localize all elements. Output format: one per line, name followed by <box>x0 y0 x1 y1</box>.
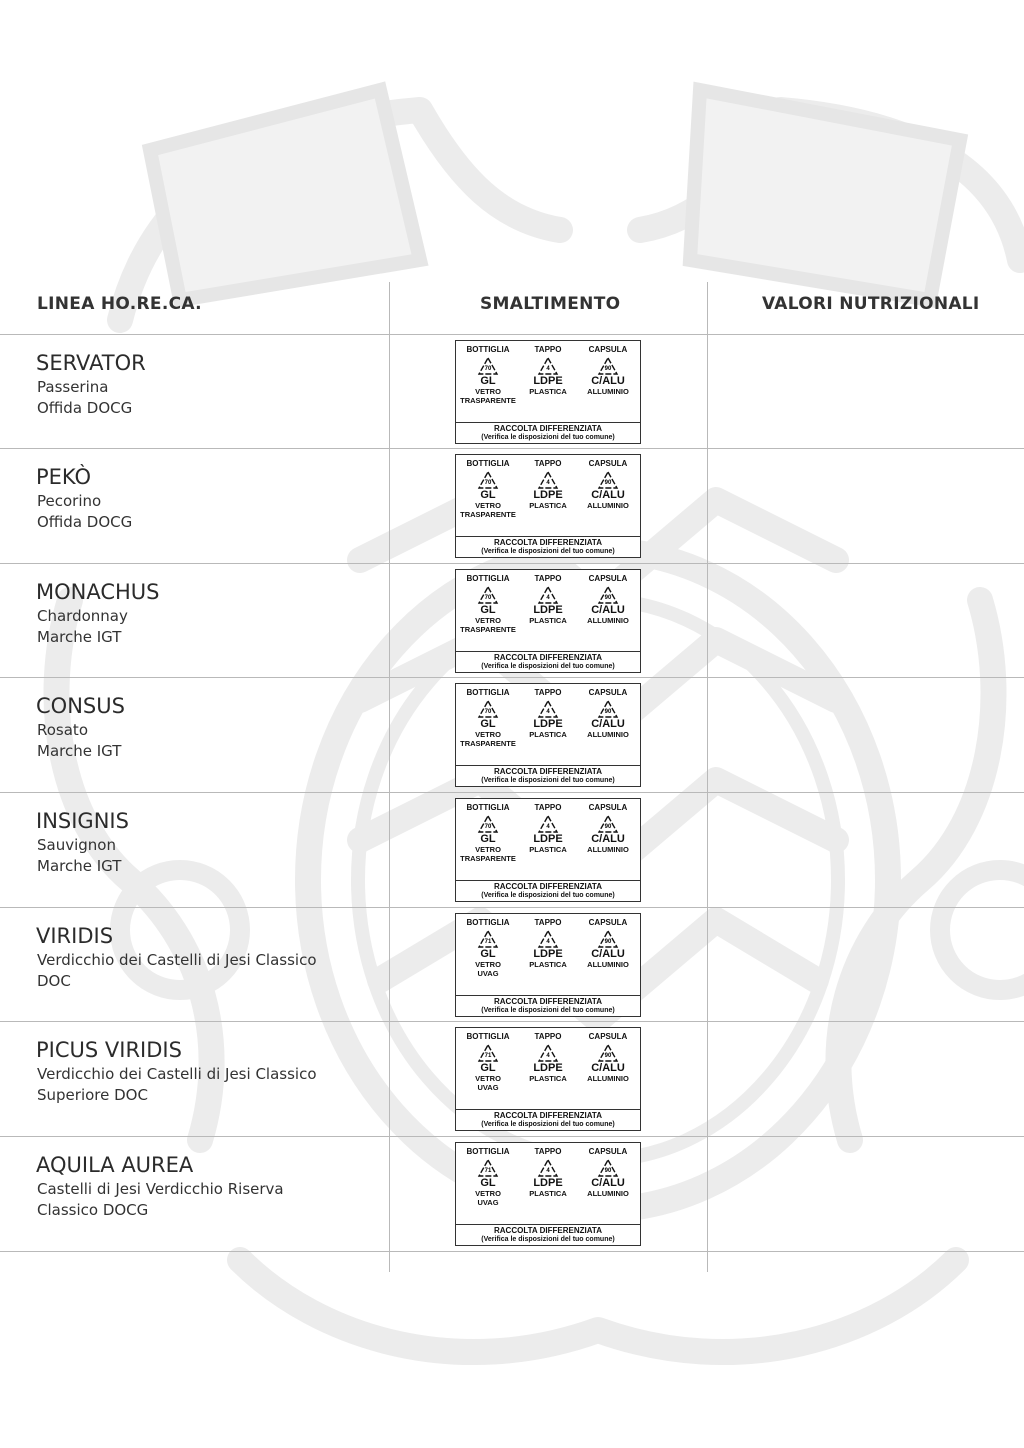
disposal-label <box>455 454 641 558</box>
capsule-title: CAPSULA <box>588 1032 628 1041</box>
wine-denomination: DOC <box>37 972 71 990</box>
recycle-icon <box>537 1158 559 1178</box>
footer-line-2: (Verifica le disposizioni del tuo comune) <box>481 663 615 670</box>
disposal-footer <box>456 995 640 1016</box>
wine-name: MONACHUS <box>36 580 160 604</box>
cap-title: TAPPO <box>534 574 562 583</box>
footer-line-2: (Verifica le disposizioni del tuo comune) <box>481 1121 615 1128</box>
cap-code: LDPE <box>533 718 563 730</box>
bottle-number: 70 <box>484 824 492 830</box>
capsule-code: C/ALU <box>591 604 625 616</box>
wine-denomination: Offida DOCG <box>37 399 133 417</box>
wine-name: INSIGNIS <box>36 809 129 833</box>
cap-title: TAPPO <box>534 345 562 354</box>
cap-number: 4 <box>546 939 550 945</box>
bottle-disposal <box>458 459 518 519</box>
capsule-material: ALLUMINIO <box>587 501 629 510</box>
cap-code: LDPE <box>533 1177 563 1189</box>
bottle-code: GL <box>480 604 496 616</box>
bottle-disposal <box>458 574 518 634</box>
footer-line-1: RACCOLTA DIFFERENZIATA <box>494 424 602 433</box>
capsule-title: CAPSULA <box>588 688 628 697</box>
bottle-number: 70 <box>484 366 492 372</box>
cap-material: PLASTICA <box>529 616 567 625</box>
bottle-title: BOTTIGLIA <box>466 345 510 354</box>
disposal-label <box>455 1027 641 1131</box>
cap-number: 4 <box>546 709 550 715</box>
disposal-footer <box>456 880 640 901</box>
wine-row <box>0 1137 1024 1251</box>
bottle-title: BOTTIGLIA <box>466 459 510 468</box>
capsule-code: C/ALU <box>591 489 625 501</box>
bottle-title: BOTTIGLIA <box>466 688 510 697</box>
cap-code: LDPE <box>533 833 563 845</box>
cap-number: 4 <box>546 366 550 372</box>
bottle-code: GL <box>480 1062 496 1074</box>
capsule-number: 90 <box>604 939 612 945</box>
recycle-icon <box>597 814 619 834</box>
footer-line-2: (Verifica le disposizioni del tuo comune) <box>481 777 615 784</box>
footer-line-1: RACCOLTA DIFFERENZIATA <box>494 653 602 662</box>
bottle-disposal <box>458 918 518 978</box>
capsule-material: ALLUMINIO <box>587 960 629 969</box>
disposal-footer <box>456 1224 640 1245</box>
capsule-number: 90 <box>604 1053 612 1059</box>
cap-code: LDPE <box>533 375 563 387</box>
footer-line-2: (Verifica le disposizioni del tuo comune) <box>481 892 615 899</box>
capsule-number: 90 <box>604 1168 612 1174</box>
capsule-number: 90 <box>604 824 612 830</box>
capsule-material: ALLUMINIO <box>587 1189 629 1198</box>
capsule-code: C/ALU <box>591 718 625 730</box>
wine-variety: Verdicchio dei Castelli di Jesi Classico <box>37 1065 317 1083</box>
recycle-icon <box>537 585 559 605</box>
wine-variety: Verdicchio dei Castelli di Jesi Classico <box>37 951 317 969</box>
bottle-disposal <box>458 1032 518 1092</box>
cap-title: TAPPO <box>534 1032 562 1041</box>
bottle-material-2: UVAG <box>477 1083 499 1092</box>
recycle-icon <box>597 929 619 949</box>
capsule-disposal <box>578 574 638 625</box>
bottle-code: GL <box>480 833 496 845</box>
bottle-code: GL <box>480 489 496 501</box>
bottle-title: BOTTIGLIA <box>466 803 510 812</box>
wine-denomination: Marche IGT <box>37 857 122 875</box>
cap-code: LDPE <box>533 1062 563 1074</box>
capsule-title: CAPSULA <box>588 803 628 812</box>
recycle-icon <box>537 1043 559 1063</box>
wine-row <box>0 564 1024 678</box>
cap-number: 4 <box>546 480 550 486</box>
wine-row <box>0 793 1024 907</box>
wine-name: AQUILA AUREA <box>36 1153 194 1177</box>
footer-line-2: (Verifica le disposizioni del tuo comune) <box>481 1236 615 1243</box>
cap-disposal <box>518 345 578 396</box>
bottle-number: 70 <box>484 595 492 601</box>
wine-name: SERVATOR <box>36 351 146 375</box>
capsule-disposal <box>578 918 638 969</box>
bottle-disposal <box>458 345 518 405</box>
bottle-code: GL <box>480 1177 496 1189</box>
header-valori-nutrizionali: VALORI NUTRIZIONALI <box>762 294 980 314</box>
recycle-icon <box>537 356 559 376</box>
wine-denomination: Marche IGT <box>37 628 122 646</box>
bottle-material-2: TRASPARENTE <box>460 854 516 863</box>
capsule-title: CAPSULA <box>588 918 628 927</box>
wine-variety: Pecorino <box>37 492 102 510</box>
cap-number: 4 <box>546 1053 550 1059</box>
bottle-title: BOTTIGLIA <box>466 918 510 927</box>
bottle-material-1: VETRO <box>475 960 501 969</box>
recycle-icon <box>537 814 559 834</box>
footer-line-1: RACCOLTA DIFFERENZIATA <box>494 767 602 776</box>
bottle-material-2: UVAG <box>477 969 499 978</box>
wine-name: CONSUS <box>36 694 125 718</box>
bottle-material-1: VETRO <box>475 845 501 854</box>
cap-number: 4 <box>546 595 550 601</box>
footer-line-1: RACCOLTA DIFFERENZIATA <box>494 1226 602 1235</box>
disposal-footer <box>456 765 640 786</box>
cap-title: TAPPO <box>534 459 562 468</box>
cap-code: LDPE <box>533 948 563 960</box>
bottle-material-1: VETRO <box>475 616 501 625</box>
recycle-icon <box>477 814 499 834</box>
disposal-label <box>455 683 641 787</box>
footer-line-2: (Verifica le disposizioni del tuo comune) <box>481 1007 615 1014</box>
recycle-icon <box>537 470 559 490</box>
capsule-disposal <box>578 1032 638 1083</box>
cap-material: PLASTICA <box>529 387 567 396</box>
capsule-material: ALLUMINIO <box>587 616 629 625</box>
capsule-code: C/ALU <box>591 1062 625 1074</box>
wine-row <box>0 908 1024 1022</box>
footer-line-1: RACCOLTA DIFFERENZIATA <box>494 538 602 547</box>
disposal-label <box>455 798 641 902</box>
capsule-title: CAPSULA <box>588 574 628 583</box>
capsule-disposal <box>578 803 638 854</box>
recycle-icon <box>597 1158 619 1178</box>
disposal-label <box>455 340 641 444</box>
disposal-label <box>455 913 641 1017</box>
recycle-icon <box>477 356 499 376</box>
bottle-material-1: VETRO <box>475 501 501 510</box>
cap-disposal <box>518 918 578 969</box>
wine-row <box>0 678 1024 792</box>
disposal-footer <box>456 651 640 672</box>
cap-material: PLASTICA <box>529 501 567 510</box>
capsule-number: 90 <box>604 366 612 372</box>
capsule-material: ALLUMINIO <box>587 1074 629 1083</box>
cap-disposal <box>518 1032 578 1083</box>
bottle-number: 70 <box>484 709 492 715</box>
row-divider <box>0 1251 1024 1252</box>
recycle-icon <box>597 470 619 490</box>
wine-name: PEKÒ <box>36 465 92 489</box>
footer-line-2: (Verifica le disposizioni del tuo comune) <box>481 434 615 441</box>
capsule-material: ALLUMINIO <box>587 730 629 739</box>
recycle-icon <box>477 585 499 605</box>
capsule-code: C/ALU <box>591 948 625 960</box>
disposal-label <box>455 569 641 673</box>
wine-row <box>0 335 1024 449</box>
capsule-disposal <box>578 459 638 510</box>
cap-title: TAPPO <box>534 1147 562 1156</box>
cap-material: PLASTICA <box>529 845 567 854</box>
bottle-material-2: UVAG <box>477 1198 499 1207</box>
bottle-code: GL <box>480 718 496 730</box>
cap-material: PLASTICA <box>529 730 567 739</box>
capsule-title: CAPSULA <box>588 459 628 468</box>
disposal-label <box>455 1142 641 1246</box>
recycle-icon <box>597 585 619 605</box>
capsule-number: 90 <box>604 709 612 715</box>
bottle-material-2: TRASPARENTE <box>460 396 516 405</box>
cap-disposal <box>518 574 578 625</box>
bottle-title: BOTTIGLIA <box>466 1147 510 1156</box>
capsule-number: 90 <box>604 480 612 486</box>
cap-title: TAPPO <box>534 918 562 927</box>
cap-disposal <box>518 1147 578 1198</box>
capsule-title: CAPSULA <box>588 1147 628 1156</box>
bottle-disposal <box>458 1147 518 1207</box>
recycle-icon <box>477 699 499 719</box>
cap-material: PLASTICA <box>529 960 567 969</box>
wine-name: PICUS VIRIDIS <box>36 1038 182 1062</box>
bottle-disposal <box>458 688 518 748</box>
wine-variety: Castelli di Jesi Verdicchio Riserva <box>37 1180 284 1198</box>
cap-number: 4 <box>546 824 550 830</box>
footer-line-1: RACCOLTA DIFFERENZIATA <box>494 1111 602 1120</box>
wine-name: VIRIDIS <box>36 924 114 948</box>
bottle-number: 70 <box>484 480 492 486</box>
bottle-disposal <box>458 803 518 863</box>
disposal-footer <box>456 536 640 557</box>
recycle-icon <box>537 929 559 949</box>
bottle-number: 71 <box>484 939 492 945</box>
wine-variety: Sauvignon <box>37 836 116 854</box>
bottle-material-2: TRASPARENTE <box>460 510 516 519</box>
cap-disposal <box>518 688 578 739</box>
cap-code: LDPE <box>533 489 563 501</box>
wine-denomination: Offida DOCG <box>37 513 133 531</box>
wine-row <box>0 1022 1024 1136</box>
capsule-title: CAPSULA <box>588 345 628 354</box>
capsule-disposal <box>578 345 638 396</box>
capsule-code: C/ALU <box>591 1177 625 1189</box>
bottle-material-1: VETRO <box>475 730 501 739</box>
bottle-title: BOTTIGLIA <box>466 1032 510 1041</box>
capsule-code: C/ALU <box>591 833 625 845</box>
cap-disposal <box>518 459 578 510</box>
cap-code: LDPE <box>533 604 563 616</box>
recycle-icon <box>477 1158 499 1178</box>
bottle-title: BOTTIGLIA <box>466 574 510 583</box>
cap-material: PLASTICA <box>529 1074 567 1083</box>
wine-denomination: Classico DOCG <box>37 1201 149 1219</box>
capsule-number: 90 <box>604 595 612 601</box>
recycle-icon <box>597 356 619 376</box>
disposal-footer <box>456 1109 640 1130</box>
disposal-footer <box>456 422 640 443</box>
capsule-material: ALLUMINIO <box>587 845 629 854</box>
recycle-icon <box>477 470 499 490</box>
wine-denomination: Marche IGT <box>37 742 122 760</box>
bottle-material-1: VETRO <box>475 387 501 396</box>
capsule-code: C/ALU <box>591 375 625 387</box>
bottle-number: 71 <box>484 1168 492 1174</box>
recycle-icon <box>597 1043 619 1063</box>
cap-title: TAPPO <box>534 803 562 812</box>
recycle-icon <box>477 1043 499 1063</box>
recycle-icon <box>537 699 559 719</box>
cap-material: PLASTICA <box>529 1189 567 1198</box>
capsule-disposal <box>578 1147 638 1198</box>
bottle-material-2: TRASPARENTE <box>460 625 516 634</box>
footer-line-1: RACCOLTA DIFFERENZIATA <box>494 997 602 1006</box>
wine-denomination: Superiore DOC <box>37 1086 148 1104</box>
recycle-icon <box>477 929 499 949</box>
bottle-material-2: TRASPARENTE <box>460 739 516 748</box>
cap-disposal <box>518 803 578 854</box>
wine-variety: Chardonnay <box>37 607 128 625</box>
bottle-material-1: VETRO <box>475 1074 501 1083</box>
recycle-icon <box>597 699 619 719</box>
bottle-code: GL <box>480 375 496 387</box>
header-linea: LINEA HO.RE.CA. <box>37 294 202 314</box>
header-smaltimento: SMALTIMENTO <box>480 294 621 314</box>
cap-number: 4 <box>546 1168 550 1174</box>
wine-variety: Rosato <box>37 721 88 739</box>
wine-row <box>0 449 1024 563</box>
bottle-number: 71 <box>484 1053 492 1059</box>
capsule-material: ALLUMINIO <box>587 387 629 396</box>
wine-variety: Passerina <box>37 378 109 396</box>
bottle-code: GL <box>480 948 496 960</box>
bottle-material-1: VETRO <box>475 1189 501 1198</box>
capsule-disposal <box>578 688 638 739</box>
cap-title: TAPPO <box>534 688 562 697</box>
footer-line-2: (Verifica le disposizioni del tuo comune) <box>481 548 615 555</box>
footer-line-1: RACCOLTA DIFFERENZIATA <box>494 882 602 891</box>
